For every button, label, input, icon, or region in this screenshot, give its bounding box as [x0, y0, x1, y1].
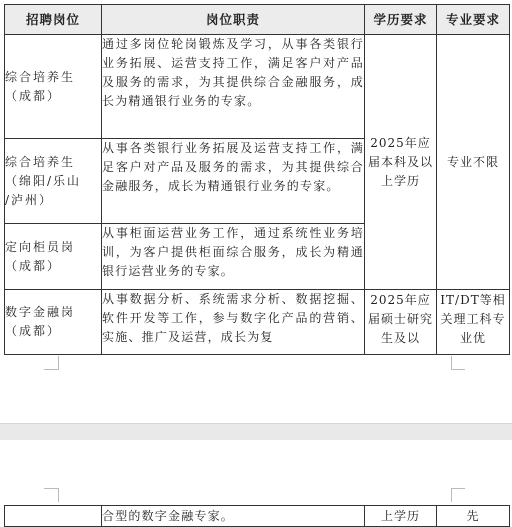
- crop-mark: [451, 369, 465, 370]
- major-merged-cell: 专业不限: [437, 35, 510, 290]
- education-merged-cell: 2025年应届本科及以上学历: [365, 35, 437, 290]
- position-cell: [5, 139, 102, 224]
- duty-cell: 合型的数字金融专家。: [102, 506, 365, 527]
- position-cell: [5, 35, 102, 139]
- major-text: IT/DT等相关理工科专业优: [440, 292, 506, 345]
- duty-cell: 从事各类银行业务拓展及运营支持工作，满足客户对产品及服务的需求，为其提供综合金融服务，成长为精通银行业务的专家。: [102, 139, 365, 224]
- duty-text: 从事数据分析、系统需求分析、数据挖掘、软件开发等工作，参与数字化产品的营销、实施、推广及运营，成长为复: [102, 292, 364, 344]
- table-row: [5, 35, 510, 139]
- crop-mark: [451, 488, 465, 489]
- position-cell: [5, 224, 102, 290]
- education-cell: [365, 290, 437, 355]
- crop-mark: [451, 488, 452, 502]
- duty-cell: 从事柜面运营业务工作，通过系统性业务培训，为客户提供柜面综合服务，成长为精通银行运营业务的专家。: [102, 224, 365, 290]
- major-cell: 先: [437, 506, 510, 527]
- position-label: 综合培养生 （绵阳/乐山 /泸州）: [5, 154, 82, 207]
- table-row: [5, 506, 510, 527]
- education-text: 2025年应届硕士研究生及以: [367, 292, 433, 345]
- position-label: 综合培养生 （成都）: [5, 69, 76, 103]
- crop-mark: [58, 356, 59, 370]
- table-row: [5, 290, 510, 355]
- crop-mark: [44, 488, 58, 489]
- header-duty: 岗位职责: [102, 5, 365, 35]
- crop-mark: [44, 369, 58, 370]
- header-education: 学历要求: [365, 5, 437, 35]
- duty-cell: [102, 290, 365, 355]
- position-label: 定向柜员岗 （成都）: [5, 239, 76, 273]
- education-cell: 上学历: [365, 506, 437, 527]
- page-gap: [0, 423, 512, 441]
- header-position: 招聘岗位: [5, 5, 102, 35]
- continuation-table: [4, 505, 510, 527]
- recruitment-table: [4, 4, 510, 355]
- position-cell: [5, 290, 102, 355]
- table-header-row: [5, 5, 510, 35]
- major-cell: [437, 290, 510, 355]
- duty-cell: 通过多岗位轮岗锻炼及学习，从事各类银行业务拓展、运营支持工作，满足客户对产品及服务的需求，为其提供综合金融服务，成长为精通银行业务的专家。: [102, 35, 365, 139]
- position-cell: [5, 506, 102, 527]
- position-label: 数字金融岗 （成都）: [5, 305, 76, 338]
- crop-mark: [58, 488, 59, 502]
- crop-mark: [451, 356, 452, 370]
- header-major: 专业要求: [437, 5, 510, 35]
